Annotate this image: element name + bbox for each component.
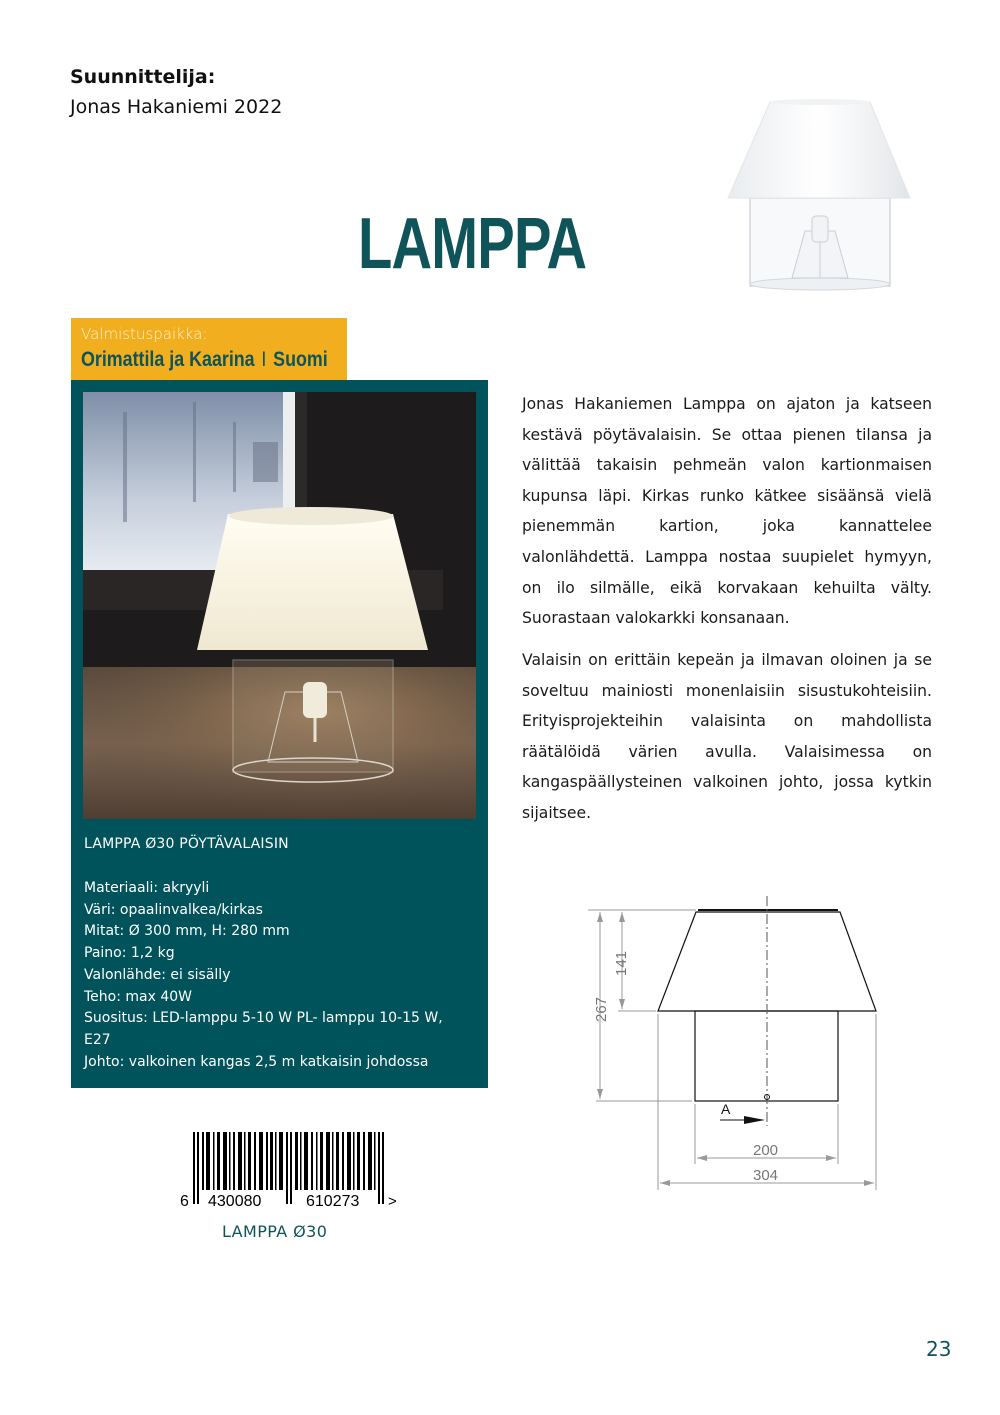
manufacturing-place-box: [71, 318, 347, 380]
spec-item-recommendation-cont: E27: [84, 1031, 111, 1048]
spec-title: LAMPPA Ø30 PÖYTÄVALAISIN: [84, 836, 289, 852]
hero-lamp-image: [720, 88, 920, 293]
section-marker-label: A: [721, 1101, 731, 1117]
spec-item-light-source: Valonlähde: ei sisälly: [84, 966, 231, 983]
product-title: LAMPPA: [358, 204, 587, 284]
dim-shade-height: 141: [613, 950, 630, 976]
manufacturing-place-value: [81, 348, 328, 372]
technical-drawing: [570, 890, 900, 1200]
place-name: Orimattila ja Kaarina: [81, 348, 255, 371]
spec-item-weight: Paino: 1,2 kg: [84, 945, 175, 962]
spec-list: [84, 878, 479, 1073]
description-text-1: Jonas Hakaniemen Lamppa on ajaton ja katseen kestävä pöytävalaisin. Se ottaa pienen tilansa ja välittää takaisin pehmeän valon kartionmaisen kupunsa läpi. Kirkas runko kätkee sisäänsä vielä pienemmän kartion, joka kannattelee valonlähdettä. Lamppa nostaa suupielet hymyyn, on ilo silmälle, eikä korvakaan kehuilta välty. Suorastaan valokarkki konsanaan.: [522, 395, 932, 628]
description-paragraph-1: [522, 389, 932, 634]
spec-item-material: Materiaali: akryyli: [84, 880, 210, 896]
barcode-group-left: 430080: [208, 1193, 262, 1210]
barcode-digit-first: 6: [180, 1193, 189, 1210]
spec-item-color: Väri: opaalinvalkea/kirkas: [84, 901, 263, 918]
barcode-group-right: 610273: [306, 1193, 360, 1210]
barcode-caption: LAMPPA Ø30: [222, 1222, 328, 1241]
manufacturing-place-label: Valmistuspaikka:: [81, 325, 208, 343]
separator: I: [261, 348, 267, 371]
spec-item-recommendation: Suositus: LED-lamppu 5-10 W PL- lamppu 10-15 W,: [84, 1010, 443, 1027]
barcode: [180, 1130, 410, 1215]
section-arrow-icon: [744, 1116, 765, 1124]
spec-item-cord: Johto: valkoinen kangas 2,5 m katkaisin johdossa: [84, 1053, 429, 1070]
dim-total-height: 267: [593, 996, 610, 1022]
barcode-end-mark: >: [388, 1193, 397, 1210]
country-name: Suomi: [273, 348, 328, 371]
designer-label: Suunnittelija:: [70, 66, 216, 88]
spec-item-power: Teho: max 40W: [84, 988, 193, 1005]
page-number: 23: [926, 1337, 952, 1361]
designer-name: Jonas Hakaniemi 2022: [70, 96, 283, 118]
product-photo: [83, 392, 476, 819]
description-paragraph-2: [522, 645, 932, 829]
dim-body-width: 200: [753, 1142, 779, 1159]
description-text-2: Valaisin on erittäin kepeän ja ilmavan oloinen ja se soveltuu mainiosti monenlaisiin sisustukohteisiin. Erityisprojekteihin valaisinta on mahdollista räätälöidä värien avulla. Valaisimessa on kangaspäällysteinen valkoinen johto, jossa kytkin sijaitsee.: [522, 651, 932, 822]
spec-item-dimensions: Mitat: Ø 300 mm, H: 280 mm: [84, 923, 290, 940]
dim-total-width: 304: [753, 1167, 779, 1184]
specification-box: [71, 380, 488, 1088]
